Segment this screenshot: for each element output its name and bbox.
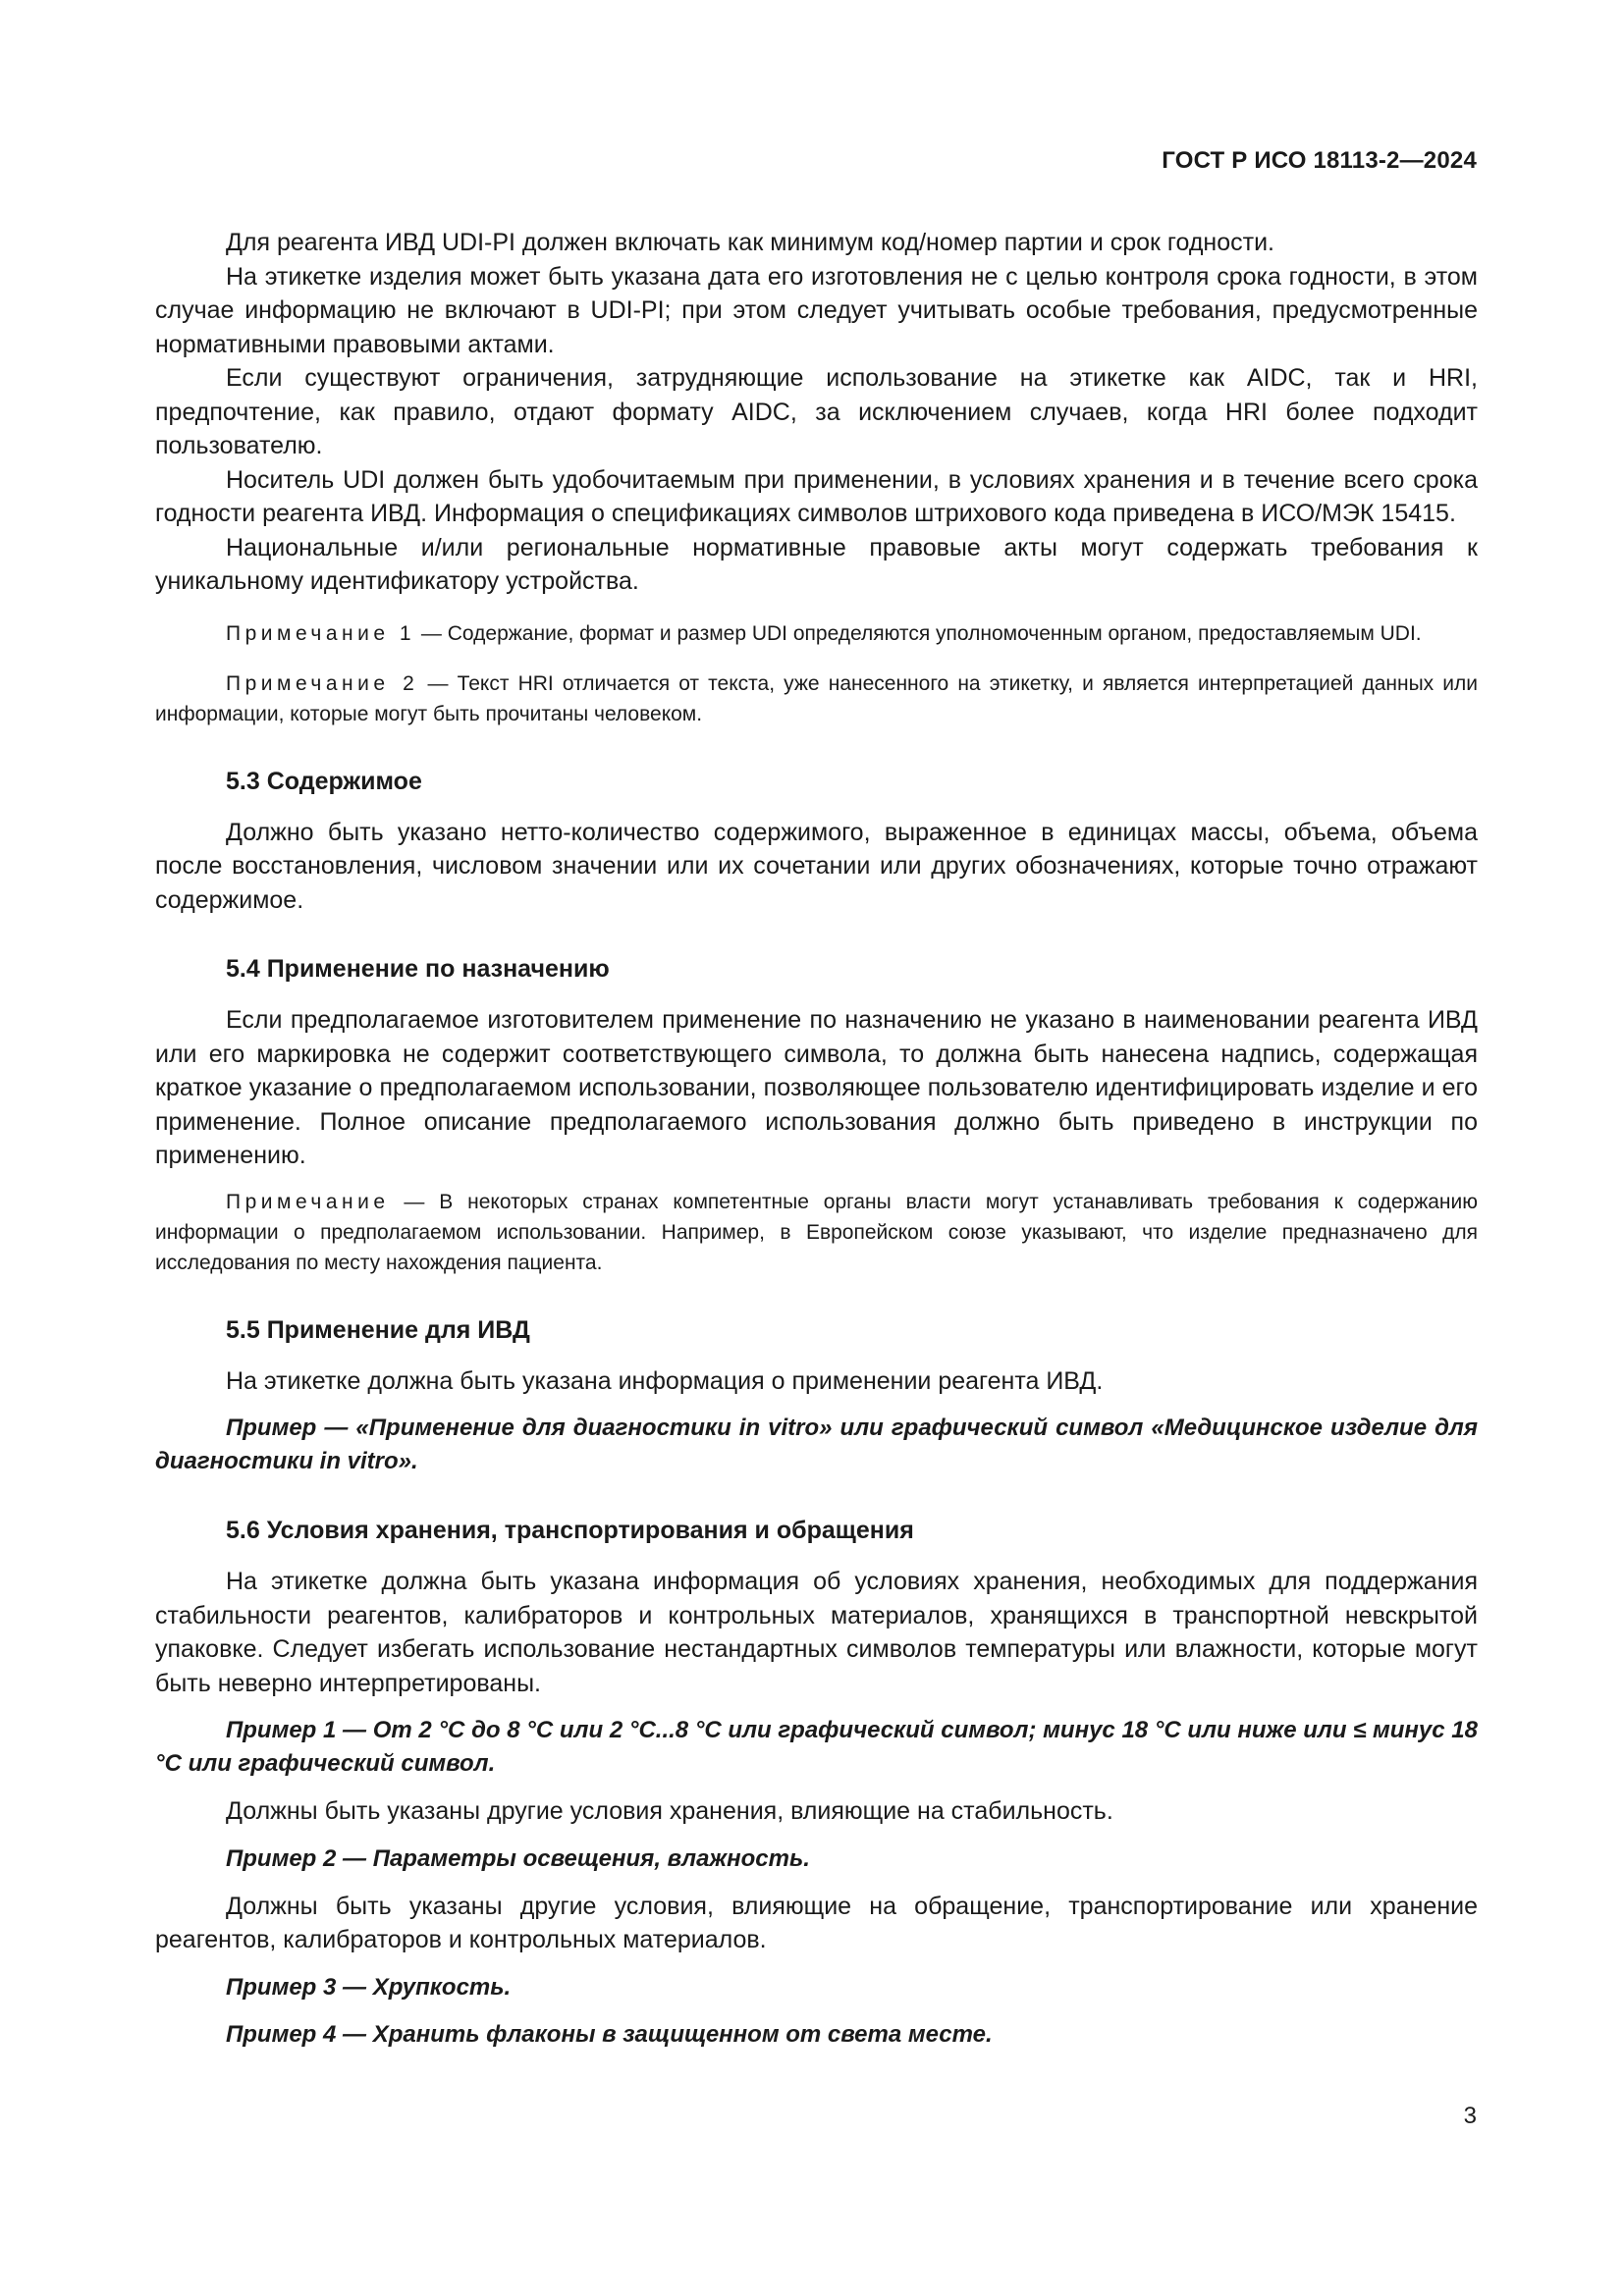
example-4: Пример 4 — Хранить флаконы в защищенном от света месте. — [226, 2020, 993, 2048]
paragraph: Носитель UDI должен быть удобочитаемым при применении, в условиях хранения и в течение всего срока годности реагента ИВД. Информация о спецификациях символов штрихового кода приведена в ИСО/МЭК 15415. — [155, 465, 1478, 527]
note-label: Примечание 2 — [226, 671, 419, 695]
paragraph: Для реагента ИВД UDI-PI должен включать как минимум код/номер партии и срок годности. — [226, 229, 1275, 256]
note — [155, 1187, 1478, 1278]
example: Пример — «Применение для диагностики in vitro» или графический символ «Медицинское изделие для диагностики in vitro». — [155, 1415, 1478, 1474]
note-2 — [155, 668, 1478, 729]
paragraph: Должны быть указаны другие условия хранения, влияющие на стабильность. — [226, 1797, 1113, 1825]
note-1 — [155, 618, 1478, 649]
example-3: Пример 3 — Хрупкость. — [226, 1973, 512, 2001]
standard-designation: ГОСТ Р ИСО 18113-2—2024 — [1162, 147, 1477, 174]
note-text: — Содержание, формат и размер UDI определяются уполномоченным органом, предоставляемым UDI. — [415, 621, 1422, 645]
note-text: — В некоторых странах компетентные органы власти могут устанавливать требования к содержанию информации о предполагаемом использовании. Например, в Европейском союзе указывают, что изделие предназначено для исследования по месту нахождения пациента. — [155, 1190, 1478, 1274]
paragraph: Если существуют ограничения, затрудняющие использование на этикетке как AIDC, так и HRI, предпочтение, как правило, отдают формату AIDC, за исключением случаев, когда HRI более подходит пользователю. — [155, 364, 1478, 459]
paragraph: Должны быть указаны другие условия, влияющие на обращение, транспортирование или хранение реагентов, калибраторов и контрольных материалов. — [155, 1892, 1478, 1953]
paragraph: Должно быть указано нетто-количество содержимого, выраженное в единицах массы, объема, объема после восстановления, числовом значении или их сочетании или других обозначениях, которые точно отражают содержимое. — [155, 818, 1478, 914]
section-heading-5-4: 5.4 Применение по назначению — [226, 955, 610, 983]
page-content — [155, 226, 1478, 2065]
note-text: — Текст HRI отличается от текста, уже нанесенного на этикетку, и является интерпретацией данных или информации, которые могут быть прочитаны человеком. — [155, 671, 1478, 725]
paragraph: На этикетке должна быть указана информация о применении реагента ИВД. — [226, 1366, 1104, 1395]
paragraph: На этикетке изделия может быть указана дата его изготовления не с целью контроля срока годности, в этом случае информацию не включают в UDI-PI; при этом следует учитывать особые требования, предусмотренные нормативными правовыми актами. — [155, 262, 1478, 358]
paragraph: На этикетке должна быть указана информация об условиях хранения, необходимых для поддержания стабильности реагентов, калибраторов и контрольных материалов, хранящихся в транспортной невскрытой упаковке. Следует избегать использование нестандартных символов температуры или влажности, которые могут быть неверно интерпретированы. — [155, 1568, 1478, 1697]
page-number: 3 — [1463, 2103, 1477, 2129]
example-1: Пример 1 — От 2 °C до 8 °C или 2 °C...8 °C или графический символ; минус 18 °C или ниже или ≤ минус 18 °C или графический символ. — [155, 1717, 1478, 1777]
note-label: Примечание 1 — [226, 621, 416, 645]
section-heading-5-3: 5.3 Содержимое — [226, 767, 422, 795]
paragraph: Национальные и/или региональные нормативные правовые акты могут содержать требования к уникальному идентификатору устройства. — [155, 533, 1478, 595]
example-2: Пример 2 — Параметры освещения, влажность. — [226, 1844, 810, 1872]
section-heading-5-6: 5.6 Условия хранения, транспортирования и обращения — [226, 1517, 914, 1544]
section-heading-5-5: 5.5 Применение для ИВД — [226, 1315, 530, 1344]
note-label: Примечание — [226, 1190, 390, 1213]
paragraph: Если предполагаемое изготовителем применение по назначению не указано в наименовании реагента ИВД или его маркировка не содержит соответствующего символа, то должна быть нанесена надпись, содержащая краткое указание о предполагаемом использовании, позволяющее пользователю идентифицировать изделие и его применение. Полное описание предполагаемого использования должно быть приведено в инструкции по применению. — [155, 1006, 1478, 1169]
